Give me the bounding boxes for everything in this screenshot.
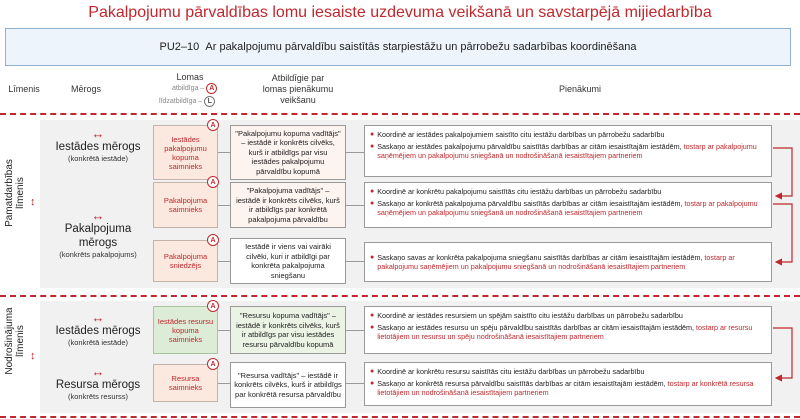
separator-bottom bbox=[0, 416, 800, 418]
legend-coresponsible: līdzatbildīga – L bbox=[159, 96, 215, 107]
badge-l-icon: L bbox=[204, 96, 215, 107]
duties-row-3: ● Koordinē ar iestādes resursiem un spējām saistīto citu iestāžu darbības un pārrobežu sadarbību ● Saskaņo ar iestādes resursu un spēju pārvaldību saistītās darbības ar citām iesaistītajām iestādēm, tostarp ar resursu lietotājiem un resursu un spēju nodrošināšanā iesaistītajiem partneriem bbox=[364, 306, 772, 354]
connector bbox=[346, 205, 364, 206]
connector-arrow-3-4 bbox=[773, 328, 792, 378]
role-service-owner: Pakalpojuma saimnieks bbox=[153, 182, 218, 228]
legend-responsible: atbildīga – A bbox=[172, 83, 217, 94]
horizontal-arrow-icon: ↔ bbox=[91, 364, 105, 379]
duties-row-0: ● Koordinē ar iestādes pakalpojumiem saistīto citu iestāžu darbības un pārrobežu sadarbību ● Saskaņo ar iestādes pakalpojumu pārvaldību saistītās darbības ar citām iesaistītajām iestādēm, tostarp ar pakalpojumu saņēmējiem un pakalpojumu sniegšanā un nodrošināšanā iesaistītajiem partneriem bbox=[364, 125, 772, 177]
scope-institution-support: ↔ Iestādes mērogs (konkrētā iestāde) bbox=[48, 312, 148, 348]
task-code: PU2–10 bbox=[159, 41, 200, 53]
header-roles: Lomas bbox=[176, 72, 204, 82]
connector bbox=[218, 261, 230, 262]
duties-row-2: ● Saskaņo savas ar konkrēta pakalpojuma sniegšanu saistītās darbības ar citām iesaistītajām iestādēm, tostarp ar pakalpojumu saņēmējiem un pakalpojumu sniegšanā un nodrošināšanā iesaistītajiem partneriem bbox=[364, 242, 772, 282]
duties-row-4: ● Koordinē ar konkrētu resursu saistītās citu iestāžu darbības un pārrobežu sadarbību ● Saskaņo ar konkrētā resursa pārvaldību saistītās darbības ar citām iesaistītajām iestādēm, tostarp ar konkrētā resursa lietotājiem un nodrošināšanā iesaistītajiem partneriem bbox=[364, 362, 772, 406]
connector bbox=[346, 383, 364, 384]
badge-a-icon: A bbox=[207, 176, 219, 188]
responsible-service-staff: Iestādē ir viens vai vairāki cilvēki, kuri ir atbildīgi par konkrēta pakalpojuma sniegšanu bbox=[230, 238, 346, 284]
separator-top bbox=[0, 113, 800, 115]
level-core-arrow-icon: ↕ bbox=[30, 196, 36, 208]
header-responsible: Atbildīgie par lomas pienākumu veikšanu bbox=[262, 73, 334, 105]
horizontal-arrow-icon: ↔ bbox=[91, 310, 105, 325]
responsible-portfolio-manager: "Pakalpojumu kopuma vadītājs" – iestādē ir konkrēts cilvēks, kurš ir atbildīgs par visu iestādes pakalpojumu pārvaldību kopumā bbox=[230, 125, 346, 180]
horizontal-arrow-icon: ↔ bbox=[91, 208, 105, 223]
connector bbox=[346, 330, 364, 331]
duty-connectors bbox=[770, 140, 800, 402]
connector-arrow-0-1 bbox=[773, 148, 792, 196]
header-scope: Mērogs bbox=[70, 84, 101, 94]
role-institution-resource-portfolio-owner: Iestādes resursu kopuma saimnieks bbox=[153, 306, 218, 354]
horizontal-arrow-icon: ↔ bbox=[91, 126, 105, 141]
connector bbox=[346, 152, 364, 153]
responsible-service-manager: "Pakalpojuma vadītājs" – iestādē ir konkrēts cilvēks, kurš ir atbildīgs par konkrētā pakalpojuma pārvaldību bbox=[230, 182, 346, 228]
separator-middle bbox=[0, 295, 800, 297]
connector bbox=[346, 261, 364, 262]
level-support: Nodrošinājuma līmenis bbox=[4, 307, 26, 375]
level-support-arrow-icon: ↕ bbox=[30, 350, 36, 362]
badge-a-icon: A bbox=[206, 83, 217, 94]
responsible-resource-portfolio-manager: "Resursu kopuma vadītājs" – iestādē ir konkrēts cilvēks, kurš ir atbildīgs par visu iestādes resursu pārvaldību kopumā bbox=[230, 306, 346, 354]
connector bbox=[218, 330, 230, 331]
task-box bbox=[5, 28, 791, 66]
role-service-provider: Pakalpojuma sniedzējs bbox=[153, 240, 218, 282]
diagram-title: Pakalpojumu pārvaldības lomu iesaiste uzdevuma veikšanā un savstarpējā mijiedarbība bbox=[88, 4, 712, 21]
badge-a-icon: A bbox=[207, 300, 219, 312]
header-level: Līmenis bbox=[8, 84, 40, 94]
connector bbox=[218, 152, 230, 153]
duties-row-1: ● Koordinē ar konkrētu pakalpojumu saistītās citu iestāžu darbības un pārrobežu sadarbību ● Saskaņo ar konkrētā pakalpojuma pārvaldību saistītās darbības ar citām iesaistītajām iestādēm, tostarp ar pakalpojumu saņēmējiem un pakalpojumu sniegšanā un nodrošināšanā iesaistītajiem partneriem bbox=[364, 182, 772, 228]
scope-service: ↔ Pakalpojuma mērogs (konkrēts pakalpojums) bbox=[44, 210, 152, 260]
role-institution-service-portfolio-owner: Iestādes pakalpojumu kopuma saimnieks bbox=[153, 125, 218, 180]
role-resource-owner: Resursa saimnieks bbox=[153, 364, 218, 402]
connector bbox=[218, 383, 230, 384]
badge-a-icon: A bbox=[207, 358, 219, 370]
badge-a-icon: A bbox=[207, 234, 219, 246]
task-text: Ar pakalpojumu pārvaldību saistītās starpiestāžu un pārrobežu sadarbības koordinēšana bbox=[205, 41, 637, 53]
scope-resource: ↔ Resursa mērogs (konkrēts resurss) bbox=[48, 366, 148, 402]
scope-institution-core: ↔ Iestādes mērogs (konkrētā iestāde) bbox=[48, 128, 148, 164]
connector-arrow-1-2 bbox=[773, 204, 792, 262]
responsible-resource-manager: "Resursa vadītājs" – iestādē ir konkrēts cilvēks, kurš ir atbildīgs par konkrētā resursa pārvaldību bbox=[230, 362, 346, 408]
header-duties: Pienākumi bbox=[558, 84, 602, 94]
connector bbox=[218, 205, 230, 206]
badge-a-icon: A bbox=[207, 119, 219, 131]
level-core: Pamatdarbības līmenis bbox=[4, 159, 26, 227]
